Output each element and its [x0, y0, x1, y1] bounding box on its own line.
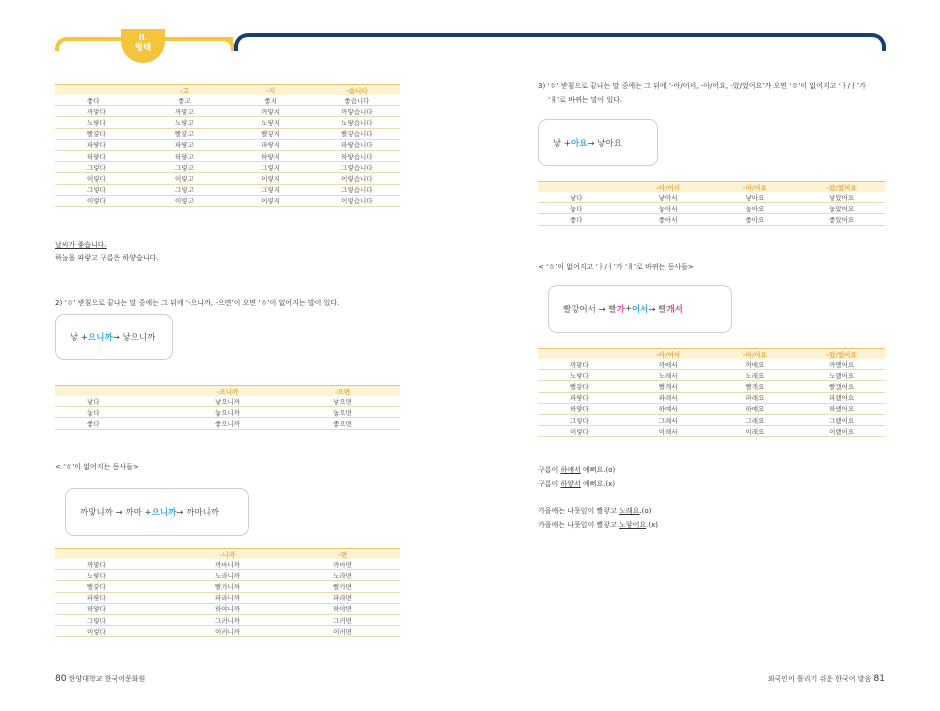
- table-row: [538, 214, 885, 225]
- table-cell: 까맣지: [228, 106, 314, 117]
- table-cell: 좋다: [55, 418, 170, 429]
- table-header-cell: [538, 349, 625, 360]
- table-header-cell: -면: [285, 549, 400, 560]
- table-cell: 하얘요: [712, 403, 799, 414]
- table-cell: 이렇지: [228, 195, 314, 206]
- table-cell: 낳다: [538, 192, 625, 203]
- table-cell: 이렇다: [55, 626, 170, 637]
- table-cell: 이렇다: [55, 195, 141, 206]
- table-cell: 하얗다: [55, 150, 141, 161]
- table-cell: 파랗고: [141, 139, 227, 150]
- table-cell: 노랗다: [538, 370, 625, 381]
- table-cell: 노래요: [712, 370, 799, 381]
- table-cell: 노랗다: [55, 570, 170, 581]
- table-cell: 이래요: [712, 426, 799, 437]
- example-3-line3: 가을에는 나뭇잎이 빨갛고 노래요.(o): [538, 507, 652, 515]
- table-cell: 좋으면: [285, 418, 400, 429]
- table-cell: 빨갛습니다: [314, 128, 400, 139]
- table-cell: 그렇다: [55, 184, 141, 195]
- table-cell: 낳으니까: [170, 396, 285, 407]
- table-cell: 좋아서: [625, 214, 712, 225]
- table-ae-change: [538, 348, 885, 437]
- table-cell: 놓으면: [285, 407, 400, 418]
- table-cell: 파랗다: [55, 139, 141, 150]
- example-box-naayo: 낳 + 아요 → 낳아요: [538, 119, 658, 166]
- table-row: [55, 128, 400, 139]
- example-box-kkamani: 까맣 니까 → 까마 + 으니까 → 까마니까: [65, 488, 249, 536]
- table-row: [55, 184, 400, 195]
- table-cell: 노래서: [625, 370, 712, 381]
- table-row: [55, 603, 400, 614]
- table-row: [55, 418, 400, 429]
- table-header-cell: -고: [141, 85, 227, 96]
- table-cell: 파랗다: [55, 592, 170, 603]
- table-row: [538, 192, 885, 203]
- table-row: [55, 150, 400, 161]
- table-cell: 낳으면: [285, 396, 400, 407]
- table-cell: 노랬어요: [798, 370, 885, 381]
- table-cell: 노랗습니다: [314, 117, 400, 128]
- table-cell: 그렇습니다: [314, 162, 400, 173]
- table-cell: 낳다: [55, 396, 170, 407]
- table-row: [55, 117, 400, 128]
- table-cell: 좋다: [538, 214, 625, 225]
- table-header-cell: -아/어서: [625, 182, 712, 193]
- table-cell: 까마니까: [170, 559, 285, 570]
- table-cell: 까맣고: [141, 106, 227, 117]
- table-header-cell: -지: [228, 85, 314, 96]
- footer-left: [55, 674, 145, 684]
- table-row: [55, 162, 400, 173]
- table-header-cell: -아/어서: [625, 349, 712, 360]
- table-cell: 까맸어요: [798, 359, 885, 370]
- chapter-number: II.: [138, 33, 148, 42]
- table-row: [55, 106, 400, 117]
- table-cell: 놓으니까: [170, 407, 285, 418]
- header-navy-bar: [234, 33, 886, 51]
- table-cell: 이래서: [625, 426, 712, 437]
- table-cell: 좋으니까: [170, 418, 285, 429]
- table-cell: 좋았어요: [798, 214, 885, 225]
- table-cell: 빨갛고: [141, 128, 227, 139]
- example-sentence-1: 날씨가 좋습니다.: [55, 241, 107, 249]
- table-header-cell: -으면: [285, 386, 400, 397]
- example-3-line1: 구름이 하얘서 예뻐요.(o): [538, 466, 616, 474]
- table-cell: 하얘서: [625, 403, 712, 414]
- section-3-heading-line2: ‘ㅐ’로 바뀌는 말이 있다.: [548, 96, 623, 104]
- table-header-cell: [55, 85, 141, 96]
- table-cell: 까마면: [285, 559, 400, 570]
- table-cell: 낳아요: [712, 192, 799, 203]
- table-cell: 이렇다: [538, 426, 625, 437]
- table-row: [55, 407, 400, 418]
- table-cell: 파라면: [285, 592, 400, 603]
- table-row: [538, 414, 885, 425]
- section-3-heading-line1: 3) ‘ㅎ’ 받침으로 끝나는 말 중에는 그 뒤에 ‘-아/어서, -아/어요, -았/었어요’가 오면 ‘ㅎ’이 없어지고 ‘ㅏ/ㅓ’가: [538, 82, 866, 90]
- table-cell: 하얗지: [228, 150, 314, 161]
- table-cell: 그렇습니다: [314, 184, 400, 195]
- header-yellow-bar-end: [180, 37, 235, 51]
- table-cell: 빨갛지: [228, 128, 314, 139]
- table-header-cell: -으니까: [170, 386, 285, 397]
- table-row: [538, 403, 885, 414]
- table-cell: 그렇다: [55, 614, 170, 625]
- table-cell: 이렇고: [141, 195, 227, 206]
- table-cell: 이러면: [285, 626, 400, 637]
- footer-right: [768, 674, 885, 684]
- table-cell: 이렇습니다: [314, 173, 400, 184]
- table-euni-eumyeon: [55, 385, 400, 430]
- table-cell: 놓아요: [712, 203, 799, 214]
- table-cell: 이러니까: [170, 626, 285, 637]
- table-cell: 놓았어요: [798, 203, 885, 214]
- table-aseo-ayo: [538, 181, 885, 226]
- table-row: [538, 392, 885, 403]
- table-cell: 놓다: [55, 407, 170, 418]
- table-cell: 빨가면: [285, 581, 400, 592]
- table-row: [55, 592, 400, 603]
- table-cell: 까매요: [712, 359, 799, 370]
- table-row: [55, 195, 400, 206]
- table-cell: 빨갰어요: [798, 381, 885, 392]
- table-header-cell: -니까: [170, 549, 285, 560]
- table-cell: 노랗다: [55, 117, 141, 128]
- table-cell: 파랬어요: [798, 392, 885, 403]
- table-cell: 파래요: [712, 392, 799, 403]
- table-cell: 이렇고: [141, 173, 227, 184]
- table-cell: 하얗다: [55, 603, 170, 614]
- book-title: 외국인이 틀리기 쉬운 한국어 발음: [767, 675, 872, 683]
- section-2-heading: 2) ‘ㅎ’ 받침으로 끝나는 말 중에는 그 뒤에 ‘-으니까, -으면’이 오면 ‘ㅎ’이 없어지는 말이 있다.: [55, 299, 340, 307]
- table-row: [55, 614, 400, 625]
- table-cell: 노라니까: [170, 570, 285, 581]
- table-cell: 그렇지: [228, 184, 314, 195]
- table-cell: 파랗다: [538, 392, 625, 403]
- table-cell: 노랗고: [141, 117, 227, 128]
- table-cell: 빨갛다: [55, 581, 170, 592]
- table-row: [55, 173, 400, 184]
- example-3-line2: 구름이 하얗서 예뻐요.(x): [538, 480, 616, 488]
- table-header-cell: -았/었어요: [798, 349, 885, 360]
- chapter-badge: [121, 29, 165, 63]
- table-cell: 놓아서: [625, 203, 712, 214]
- example-box-neuni: 낳 + 으니까 → 낳으니까: [55, 314, 173, 360]
- table-cell: 좋습니다: [314, 95, 400, 106]
- section-2b-heading: < ‘ㅎ’이 없어지는 동사들>: [55, 463, 139, 471]
- example-sentence-2: 하늘을 파랗고 구름은 하얗습니다.: [55, 254, 159, 262]
- publisher-name: 한양대학교 한국어문화원: [68, 675, 146, 683]
- table-cell: 그러면: [285, 614, 400, 625]
- table-cell: 하얬어요: [798, 403, 885, 414]
- table-cell: 좋다: [55, 95, 141, 106]
- table-cell: 빨갛다: [538, 381, 625, 392]
- table-ending-forms: [55, 84, 400, 207]
- table-cell: 까매서: [625, 359, 712, 370]
- table-cell: 그렇다: [538, 414, 625, 425]
- table-row: [55, 559, 400, 570]
- table-cell: 빨개서: [625, 381, 712, 392]
- table-cell: 파라니까: [170, 592, 285, 603]
- table-cell: 그랬어요: [798, 414, 885, 425]
- table-cell: 좋아요: [712, 214, 799, 225]
- table-cell: 이렇지: [228, 173, 314, 184]
- table-cell: 이렇다: [55, 173, 141, 184]
- table-cell: 하얗다: [538, 403, 625, 414]
- table-cell: 그렇고: [141, 162, 227, 173]
- table-cell: 하얗고: [141, 150, 227, 161]
- table-row: [55, 396, 400, 407]
- table-cell: 노랗지: [228, 117, 314, 128]
- table-row: [538, 381, 885, 392]
- chapter-label: 형태: [134, 43, 152, 53]
- table-row: [538, 370, 885, 381]
- page-number-right: 81: [873, 674, 885, 684]
- table-cell: 그렇지: [228, 162, 314, 173]
- section-3b-heading: < ‘ㅎ’이 없어지고 ‘ㅏ/ㅓ’가 ‘ㅐ’로 바뀌는 동사들>: [538, 263, 694, 271]
- table-cell: 이랬어요: [798, 426, 885, 437]
- table-row: [538, 359, 885, 370]
- table-row: [55, 95, 400, 106]
- table-cell: 까맣다: [538, 359, 625, 370]
- table-cell: 놓다: [538, 203, 625, 214]
- table-cell: 좋지: [228, 95, 314, 106]
- table-row: [55, 581, 400, 592]
- table-cell: 좋고: [141, 95, 227, 106]
- table-header-cell: -았/었어요: [798, 182, 885, 193]
- table-header-cell: [55, 386, 170, 397]
- table-cell: 노라면: [285, 570, 400, 581]
- table-header-cell: [538, 182, 625, 193]
- table-header-cell: -습니다: [314, 85, 400, 96]
- table-cell: 빨갛다: [55, 128, 141, 139]
- example-3-line4: 가을에는 나뭇잎이 빨갛고 노랗어요.(x): [538, 521, 658, 529]
- table-row: [538, 426, 885, 437]
- table-cell: 파래서: [625, 392, 712, 403]
- table-row: [55, 570, 400, 581]
- table-cell: 까맣다: [55, 106, 141, 117]
- table-cell: 낳아서: [625, 192, 712, 203]
- table-row: [55, 626, 400, 637]
- table-cell: 그렇고: [141, 184, 227, 195]
- table-cell: 파랗지: [228, 139, 314, 150]
- table-header-cell: -아/어요: [712, 182, 799, 193]
- table-cell: 빨개요: [712, 381, 799, 392]
- table-cell: 까맣습니다: [314, 106, 400, 117]
- table-cell: 그렇다: [55, 162, 141, 173]
- table-cell: 낳았어요: [798, 192, 885, 203]
- table-cell: 하야면: [285, 603, 400, 614]
- table-cell: 그러니까: [170, 614, 285, 625]
- table-cell: 그래요: [712, 414, 799, 425]
- table-cell: 그래서: [625, 414, 712, 425]
- table-cell: 이렇습니다: [314, 195, 400, 206]
- table-cell: 까맣다: [55, 559, 170, 570]
- table-cell: 파랗습니다: [314, 139, 400, 150]
- table-cell: 하얗습니다: [314, 150, 400, 161]
- table-nikka-myeon: [55, 548, 400, 637]
- table-header-cell: [55, 549, 170, 560]
- table-header-cell: -아/어요: [712, 349, 799, 360]
- table-cell: 빨가니까: [170, 581, 285, 592]
- page-number-left: 80: [55, 674, 67, 684]
- table-row: [55, 139, 400, 150]
- table-row: [538, 203, 885, 214]
- table-cell: 하야니까: [170, 603, 285, 614]
- example-box-ppalgaeseo: 빨갛 어서 → 빨 가 + 어서 → 빨 개서: [548, 285, 732, 333]
